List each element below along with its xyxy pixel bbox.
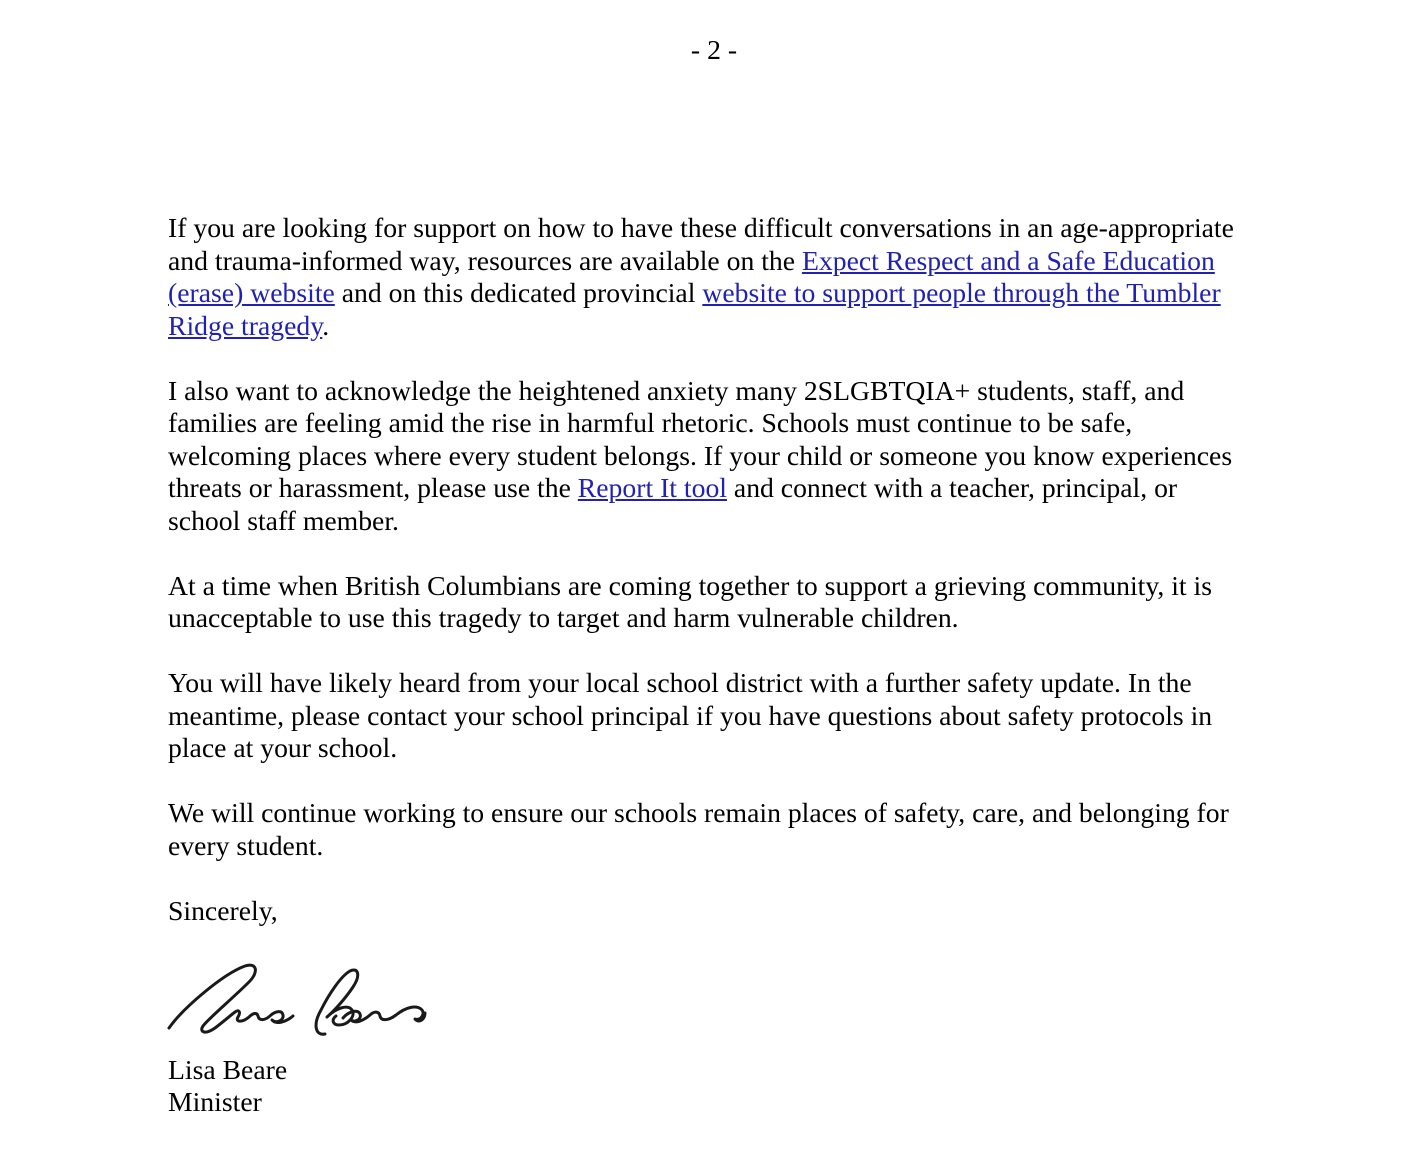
text-run: and on this dedicated provincial: [334, 277, 703, 308]
page-number: - 2 -: [690, 34, 738, 65]
text-run: I also want to acknowledge the heightened anxiety many 2SLGBTQIA+ students, staff, and families are feeling amid the rise in harmful rhetoric. Schools must continue to be safe, welcoming places where every student belongs. If your child or someone you know experiences threats or harassment, please use the: [168, 374, 1233, 503]
text-run: If you are looking for support on how to have these difficult conversations in an age-appropriate and trauma-informed way, resources are available on the: [168, 212, 1234, 276]
text-run: and connect with a teacher, principal, or school staff member.: [168, 472, 1178, 536]
text-run: .: [322, 309, 330, 341]
text-run: We will continue working to ensure our schools remain places of safety, care, and belonging for every student.: [168, 797, 1229, 861]
paragraph: [168, 570, 1253, 635]
signature-handwritten-icon: [165, 960, 427, 1040]
signatory-title: Minister: [168, 1086, 262, 1117]
signatory-name: Lisa Beare: [168, 1053, 288, 1085]
paragraph: [168, 375, 1253, 538]
paragraph: [168, 667, 1253, 765]
paragraph: [168, 797, 1253, 862]
tumbler-ridge-support-link[interactable]: website to support people through the Tumbler Ridge tragedy: [168, 277, 1221, 341]
signature-area: [165, 960, 1253, 1042]
letter-body: [168, 212, 1253, 1119]
paragraph: [168, 895, 1253, 928]
erase-website-link[interactable]: Expect Respect and a Safe Education (erase) website: [168, 244, 1215, 308]
signature-block: [168, 1054, 1253, 1119]
text-run: At a time when British Columbians are coming together to support a grieving community, it is unacceptable to use this tragedy to target and harm vulnerable children.: [168, 569, 1213, 633]
text-run: Sincerely,: [168, 894, 278, 926]
text-run: You will have likely heard from your local school district with a further safety update. In the meantime, please contact your school principal if you have questions about safety protocols in place at your school.: [168, 667, 1213, 763]
paragraph: [168, 212, 1253, 342]
report-it-tool-link[interactable]: Report It tool: [577, 472, 727, 503]
